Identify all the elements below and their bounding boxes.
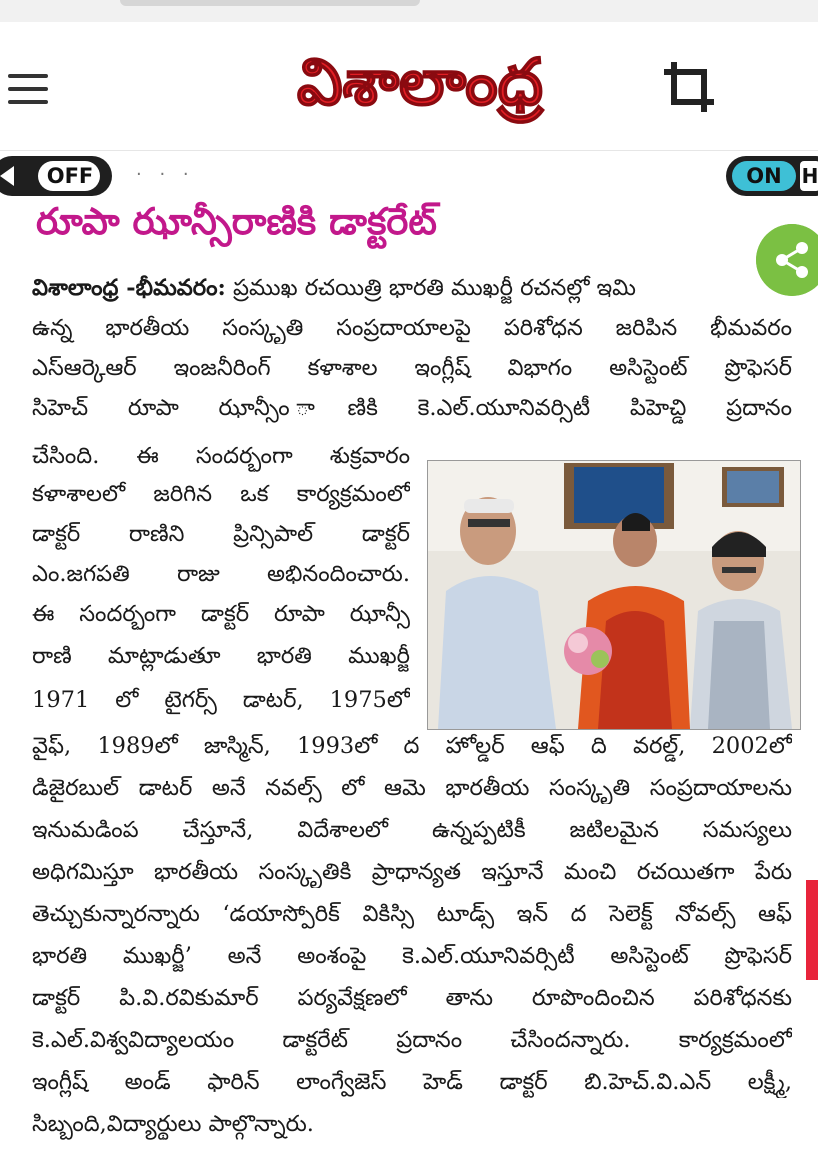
toggle-on-suffix: H: [800, 161, 818, 191]
article-line: సిబ్బంది,విద్యార్థులు పాల్గొన్నారు.: [32, 1111, 314, 1137]
left-arrow-icon: [0, 166, 14, 186]
svg-text:విశాలాంధ్ర: విశాలాంధ్ర: [297, 46, 543, 120]
article-line: వైఫ్, 1989లో జాస్మిన్, 1993లో ద హోల్డర్ ఆఫ్ ది వరల్డ్, 2002లో: [32, 733, 792, 759]
toggle-off-label: OFF: [46, 164, 94, 188]
article-line: కళాశాలలో జరిగిన ఒక కార్యక్రమంలో: [32, 481, 410, 507]
article-headline: రూపా ఝాన్సీరాణికి డాక్టరేట్: [36, 200, 437, 243]
article-line: ఈ సందర్భంగా డాక్టర్ రూపా ఝాన్సీ: [32, 601, 410, 627]
url-pill: [120, 0, 420, 6]
article-line: సిహెచ్ రూపా ఝాన్సీం ాణికి కె.ఎల్.యూనివర్సిటీ పిహెచ్డి ప్రదానం: [32, 395, 792, 421]
article-line: ఎస్ఆర్కెఆర్ ఇంజనీరింగ్ కళాశాల ఇంగ్లీష్ విభాగం అసిస్టెంట్ ప్రొఫెసర్: [32, 355, 792, 381]
newspaper-logo: [225, 34, 615, 138]
article-byline: విశాలాంధ్ర -భీమవరం:: [32, 275, 226, 301]
article-line: ఉన్న భారతీయ సంస్కృతి సంప్రదాయాలపై పరిశోధన జరిపిన భీమవరం: [32, 315, 792, 341]
toggle-on-switch[interactable]: [726, 156, 818, 196]
crop-icon[interactable]: [660, 58, 718, 116]
article-line: ఇంగ్లీష్ అండ్ ఫారిన్ లాంగ్వేజెస్ హెడ్ డాక్టర్ బి.హెచ్.వి.ఎన్ లక్ష్మీ,: [32, 1069, 792, 1095]
toggle-on-label: ON: [746, 164, 782, 188]
article-line: విశాలాంధ్ర -భీమవరం: ప్రముఖ రచయిత్రి భారతి ముఖర్జీ రచనల్లో ఇమి: [32, 275, 636, 301]
status-strip: [0, 0, 818, 22]
article-line: ఎం.జగపతి రాజు అభినందించారు.: [32, 561, 410, 587]
article-line: భారతి ముఖర్జీ’ అనే అంశంపై కె.ఎల్.యూనివర్సిటీ అసిస్టెంట్ ప్రొఫెసర్: [32, 943, 792, 969]
scroll-marker: [806, 880, 818, 980]
article-line: అధిగమిస్తూ భారతీయ సంస్కృతికి ప్రాధాన్యత ఇస్తూనే మంచి రచయితగా పేరు: [32, 859, 792, 885]
faint-caption: · · ·: [136, 164, 195, 185]
article-line: 1971 లో టైగర్స్ డాటర్, 1975లో: [32, 687, 410, 713]
article-line: తెచ్చుకున్నారన్నారు ‘డయాస్పోరిక్ వికిస్సి టూడ్స్ ఇన్ ద సెలెక్ట్ నోవల్స్ ఆఫ్: [32, 901, 792, 927]
news-photo-icon: [427, 460, 801, 730]
article-line: కె.ఎల్.విశ్వవిద్యాలయం డాక్టరేట్ ప్రదానం చేసిందన్నారు. కార్యక్రమంలో: [32, 1027, 792, 1053]
article-line: చేసింది. ఈ సందర్భంగా శుక్రవారం: [32, 443, 410, 469]
article-line: డాక్టర్ రాణిని ప్రిన్సిపాల్ డాక్టర్: [32, 521, 410, 547]
article-line: ఇనుమడింప చేస్తూనే, విదేశాలలో ఉన్నప్పటికీ జటిలమైన సమస్యలు: [32, 817, 792, 843]
article-line: రాణి మాట్లాడుతూ భారతి ముఖర్జీ: [32, 643, 410, 669]
hamburger-menu-icon[interactable]: [8, 74, 48, 104]
toggle-off-switch[interactable]: [0, 156, 112, 196]
reading-toggles: [0, 150, 818, 200]
article-line: డాక్టర్ పి.వి.రవికుమార్ పర్యవేక్షణలో తాను రూపొందించిన పరిశోధనకు: [32, 985, 792, 1011]
app-header: [0, 22, 818, 151]
article-line: డిజైరబుల్ డాటర్ అనే నవల్స్ లో ఆమె భారతీయ సంస్కృతి సంప్రదాయాలను: [32, 775, 792, 801]
